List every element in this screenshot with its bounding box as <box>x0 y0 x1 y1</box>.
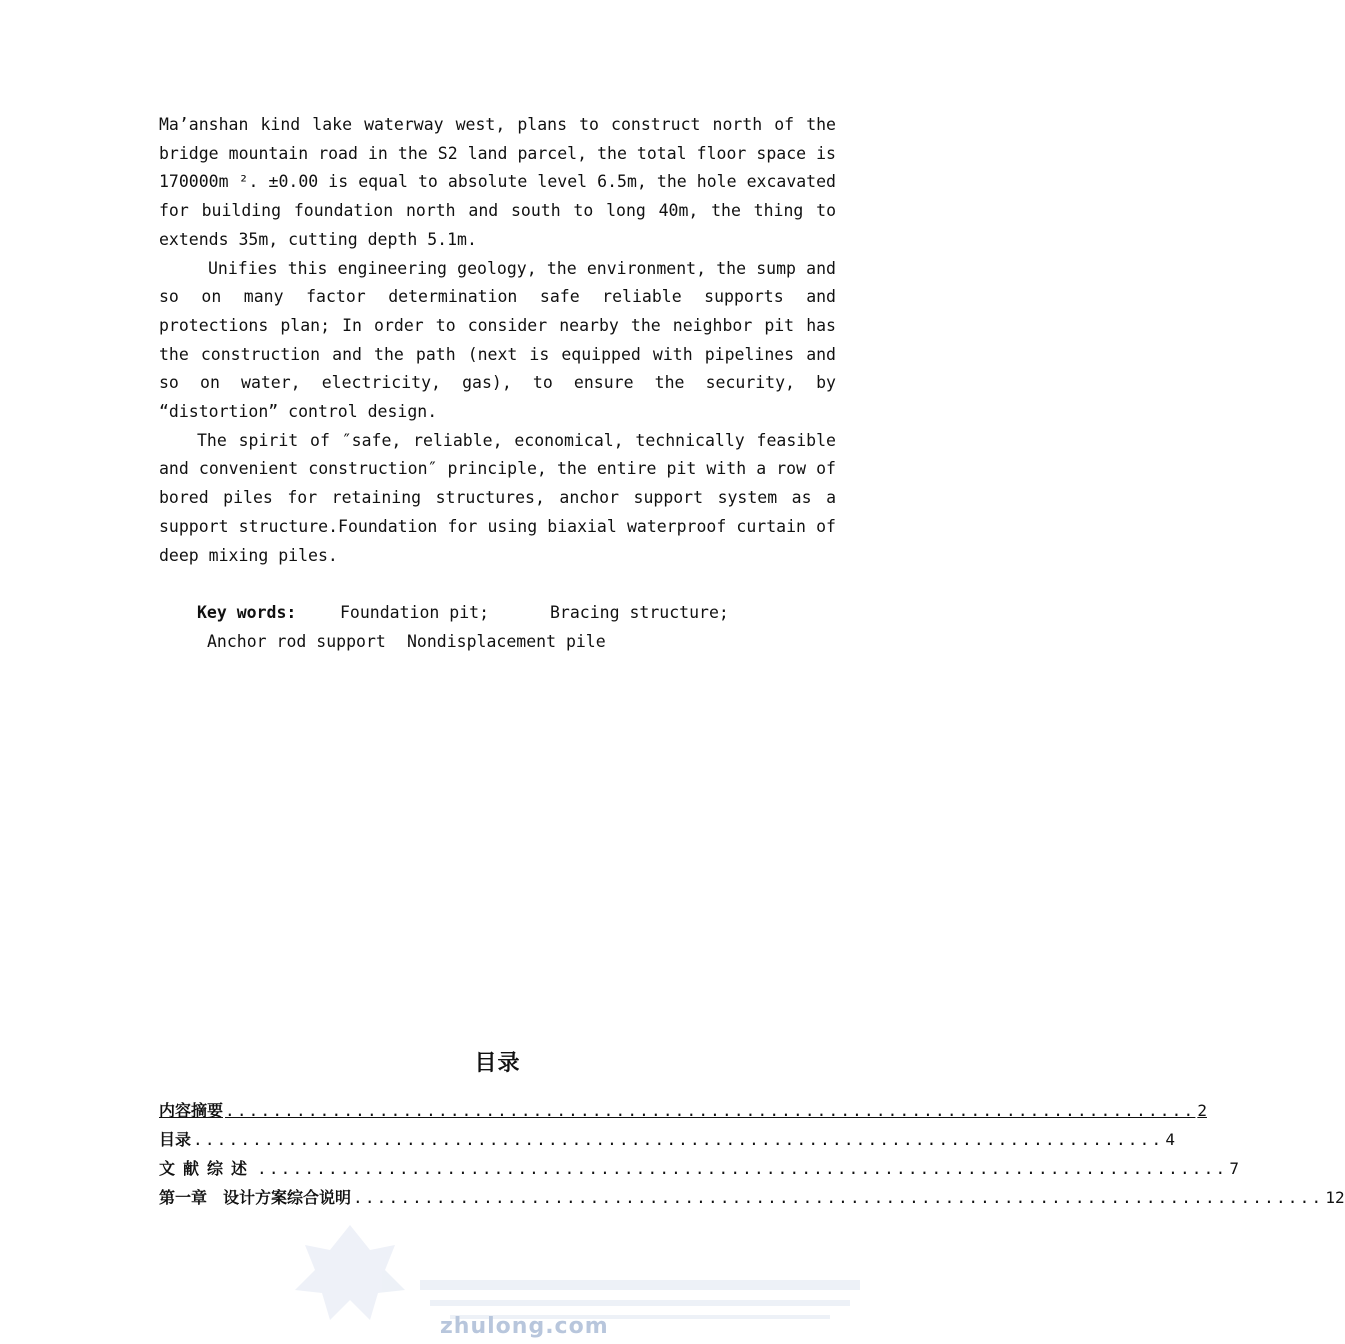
toc-title: 目录 <box>474 1051 521 1076</box>
toc-entry[interactable] <box>159 1127 1175 1156</box>
toc-leader-dots: .................................................................................. <box>257 1159 1228 1178</box>
keywords-block <box>197 599 817 656</box>
watermark-text: zhulong.com <box>440 1314 609 1339</box>
keyword-item: Nondisplacement pile <box>407 631 606 651</box>
toc-leader-dots: .................................................................................. <box>225 1101 1196 1120</box>
keywords-label: Key words: <box>197 603 297 622</box>
keyword-item: Anchor rod support <box>207 631 386 651</box>
toc-leader-dots: .................................................................................. <box>353 1188 1324 1207</box>
abstract-body <box>159 111 836 570</box>
toc-entry-page: 12 <box>1325 1188 1345 1207</box>
toc-entry[interactable] <box>159 1185 1345 1214</box>
toc-entry[interactable] <box>159 1098 1207 1127</box>
keyword-item: Foundation pit; <box>340 603 490 622</box>
toc-entry-page: 7 <box>1229 1159 1239 1178</box>
abstract-paragraph-2: Unifies this engineering geology, the environment, the sump and so on many factor determination safe reliable supports and protections plan; In order to consider nearby the neighbor pit has the construction and the path (next is equipped with pipelines and so on water, electricity, gas), to ensure the security, by “distortion” control design. <box>159 258 836 422</box>
toc-entry-page: 2 <box>1197 1101 1207 1120</box>
table-of-contents <box>159 1098 1345 1214</box>
keyword-item: Bracing structure; <box>550 603 729 622</box>
toc-entry-page: 4 <box>1165 1130 1175 1149</box>
toc-entry-label: 文献综述 <box>159 1159 256 1178</box>
toc-leader-dots: .................................................................................. <box>193 1130 1164 1149</box>
toc-entry[interactable] <box>159 1156 1239 1185</box>
abstract-paragraph-1: Ma’anshan kind lake waterway west, plans to construct north of the bridge mountain road in the S2 land parcel, the total floor space is 170000m ². ±0.00 is equal to absolute level 6.5m, the hole excavated for building foundation north and south to long 40m, the thing to extends 35m, cutting depth 5.1m. <box>159 115 836 249</box>
toc-entry-label: 第一章 设计方案综合说明 <box>159 1188 352 1207</box>
toc-entry-label: 目录 <box>159 1130 192 1149</box>
toc-entry-label: 内容摘要 <box>159 1101 224 1120</box>
abstract-paragraph-3: The spirit of ″safe, reliable, economical, technically feasible and convenient construction″ principle, the entire pit with a row of bored piles for retaining structures, anchor support system as a support structure.Foundation for using biaxial waterproof curtain of deep mixing piles. <box>159 430 836 565</box>
